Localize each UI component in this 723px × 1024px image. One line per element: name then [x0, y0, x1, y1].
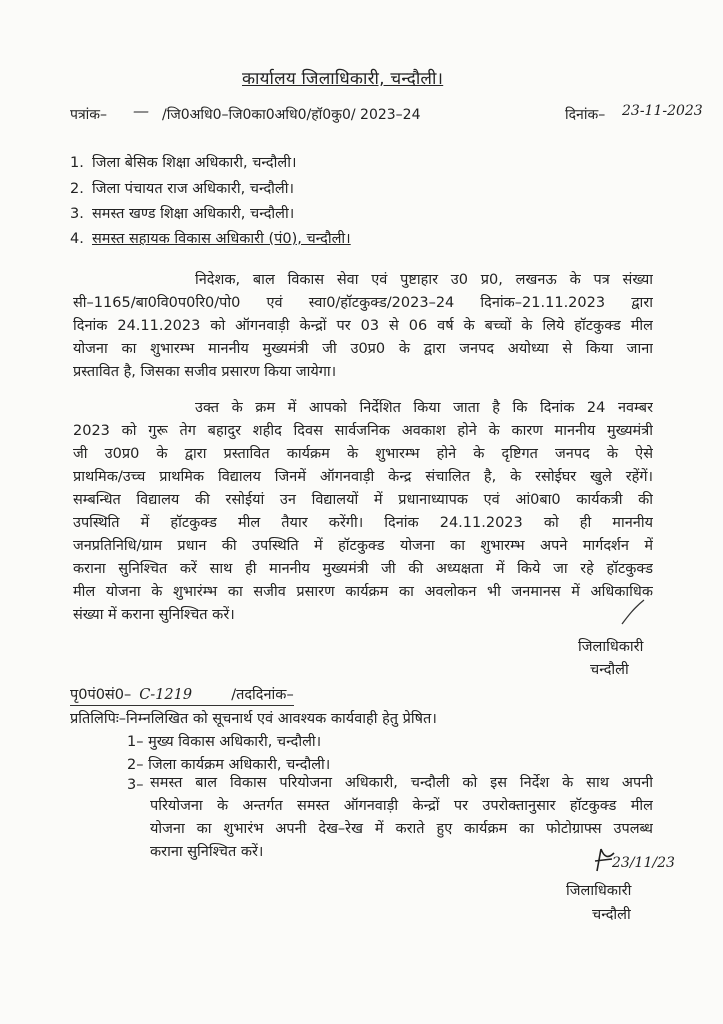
para2-line: उपस्थिति में हॉटकुक्ड मील तैयार करेंगी। दिनांक 24.11.2023 को ही माननीय — [73, 515, 653, 531]
addressee-2: 2. जिला पंचायत राज अधिकारी, चन्दौली। — [70, 181, 295, 197]
signatory-place-2: चन्दौली — [592, 907, 631, 923]
para2-line: जी उ0प्र0 के द्वारा प्रस्तावित कार्यक्रम के शुभारम्भ होने के दृष्टिगत जनपद के ऐसे — [73, 446, 653, 462]
copy-item-1: 1– मुख्य विकास अधिकारी, चन्दौली। — [127, 734, 322, 750]
letter-ref-prefix: पत्रांक– — [70, 107, 108, 123]
para2-line: सम्बन्धित विद्यालय की रसोईयां उन विद्यालयों में प्रधानाध्यापक एवं आं0बा0 कार्यकत्री की — [73, 492, 653, 508]
signatory-place-1: चन्दौली — [590, 662, 629, 678]
addressee-3: 3. समस्त खण्ड शिक्षा अधिकारी, चन्दौली। — [70, 206, 295, 222]
copy-item-3-line: कराना सुनिश्चित करें। — [150, 844, 264, 860]
letter-date-value: 23-11-2023 — [622, 103, 703, 119]
para1-line: सी–1165/बा0वि0प0रि0/पो0 एवं स्वा0/हॉटकुक्ड/2023–24 दिनांक–21.11.2023 द्वारा — [73, 295, 653, 311]
copy-item-3 — [150, 772, 653, 864]
letter-date-label: दिनांक– — [565, 107, 606, 123]
para2-line: कराना सुनिश्चित करें साथ ही माननीय मुख्यमंत्री जी की अध्यक्षता में किये जा रहे हॉटकुक्ड — [73, 561, 653, 577]
signature-scribble — [618, 598, 648, 628]
office-title: कार्यालय जिलाधिकारी, चन्दौली। — [242, 69, 444, 89]
para2-line: 2023 को गुरू तेग बहादुर शहीद दिवस सार्वजनिक अवकाश होने के कारण माननीय मुख्यमंत्री — [73, 423, 653, 439]
copy-item-3-line: योजना का शुभारंभ अपनी देख–रेख में कराते हुए कार्यक्रम का फोटोग्राफ्स उपलब्ध — [150, 821, 653, 837]
para1-line: दिनांक 24.11.2023 को ऑगनवाड़ी केन्द्रों पर 03 से 06 वर्ष के बच्चों के लिये हॉटकुक्ड मील — [73, 318, 653, 334]
body-paragraph-2 — [73, 397, 653, 627]
copy-intro: प्रतिलिपिः–निम्नलिखित को सूचनार्थ एवं आवश्यक कार्यवाही हेतु प्रेषित। — [70, 711, 437, 727]
para1-line: निदेशक, बाल विकास सेवा एवं पुष्टाहार उ0 प्र0, लखनऊ के पत्र संख्या — [195, 272, 653, 288]
letter-ref-body: /जि0अधि0–जि0का0अधि0/हॉ0कु0/ 2023–24 — [162, 107, 421, 123]
copy-item-3-line: समस्त बाल विकास परियोजना अधिकारी, चन्दौली को इस निर्देश के साथ अपनी — [150, 775, 653, 791]
letter-ref-mark: — — [133, 101, 149, 120]
handwritten-date: 23/11/23 — [612, 855, 675, 871]
para1-line: प्रस्तावित है, जिसका सजीव प्रसारण किया जायेगा। — [73, 364, 337, 380]
addressee-4: 4. समस्त सहायक विकास अधिकारी (पं0), चन्दौली। — [70, 231, 351, 247]
addressee-1: 1. जिला बेसिक शिक्षा अधिकारी, चन्दौली। — [70, 155, 297, 171]
body-paragraph-1 — [73, 269, 653, 384]
copy-ref: पृ0पं0सं0– C-1219 /तददिनांक– — [70, 684, 294, 706]
para2-line: मील योजना के शुभारंम्भ का सजीव प्रसारण कार्यक्रम का अवलोकन भी जनमानस में अधिकाधिक — [73, 584, 653, 600]
signatory-designation-1: जिलाधिकारी — [578, 639, 644, 655]
copy-item-2: 2– जिला कार्यक्रम अधिकारी, चन्दौली। — [127, 757, 331, 773]
signatory-designation-2: जिलाधिकारी — [566, 883, 632, 899]
para1-line: योजना का शुभारम्भ माननीय मुख्यमंत्री जी उ0प्र0 के द्वारा जनपद अयोध्या से किया जाना — [73, 341, 653, 357]
copy-item-3-num: 3– — [127, 777, 144, 793]
para2-line: प्राथमिक/उच्च प्राथमिक विद्यालय जिनमें ऑगनवाड़ी केन्द्र संचालित है, के रसोईघर खुले रहेंगें। — [73, 469, 653, 485]
copy-item-3-line: परियोजना के अन्तर्गत समस्त ऑगनवाड़ी केन्द्रों पर उपरोक्तानुसार हॉटकुक्ड मील — [150, 798, 653, 814]
para2-line: उक्त के क्रम में आपको निर्देशित किया जाता है कि दिनांक 24 नवम्बर — [195, 400, 653, 416]
para2-line: संख्या में कराना सुनिश्चित करें। — [73, 607, 235, 623]
para2-line: जनप्रतिनिधि/ग्राम प्रधान की उपस्थिति में हॉटकुक्ड योजना का शुभारम्भ अपने मार्गदर्शन में — [73, 538, 653, 554]
